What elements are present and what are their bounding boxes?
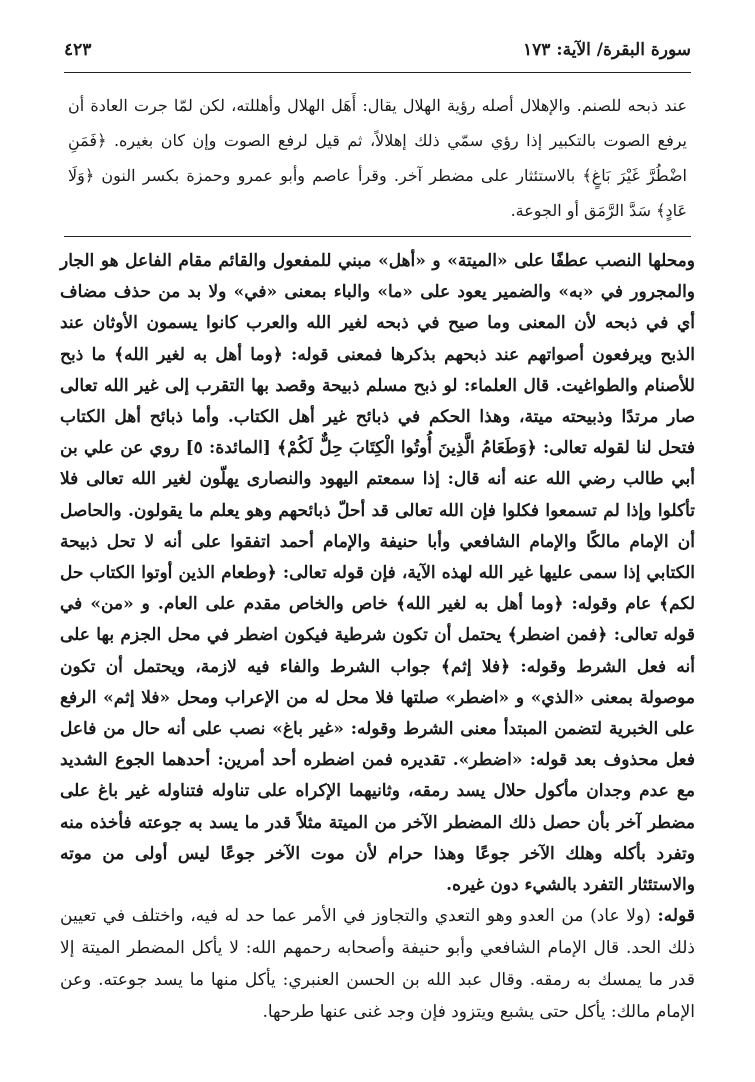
commentary-section-2 xyxy=(60,900,695,1028)
commentary-lead: قوله: xyxy=(657,906,695,926)
commentary-paragraph: ومحلها النصب عطفًا على «الميتة» و «أهل» مبني للمفعول والقائم مقام الفاعل هو الجار والمجرور في «به» والضمير يعود على «ما» والباء بمعنى «في» ولا بد من حذف مضاف أي في ذبحه لأن المعنى وما صيح في ذبحه لغير الله والعرب كانوا يسمون الأوثان عند الذبح ويرفعون أصواتهم عند ذبحهم بذكرها فمعنى قوله: ﴿وما أهل به لغير الله﴾ ما ذبح للأصنام والطواغيت. قال العلماء: لو ذبح مسلم ذبيحة وقصد بها التقرب إلى غير الله تعالى صار مرتدًا وذبيحته ميتة، وهذا الحكم في ذبائح غير أهل الكتاب. وأما ذبائح أهل الكتاب فتحل لنا لقوله تعالى: ﴿وَطَعَامُ الَّذِينَ أُوتُوا الْكِتَابَ حِلٌّ لَكُمْ﴾ [المائدة: ٥] روي عن علي بن أبي طالب رضي الله عنه أنه قال: إذا سمعتم اليهود والنصارى يهلّون لغير الله تعالى فلا تأكلوا وإذا لم تسمعوا فكلوا فإن الله تعالى قد أحلّ ذبائحهم وهو يعلم ما يقولون. والحاصل أن الإمام مالكًا والإمام الشافعي وأبا حنيفة والإمام أحمد اتفقوا على أنه لا تحل ذبيحة الكتابي إذا سمى عليها غير الله لهذه الآية، فإن قوله تعالى: ﴿وطعام الذين أوتوا الكتاب حل لكم﴾ عام وقوله: ﴿وما أهل به لغير الله﴾ خاص والخاص مقدم على العام. و «من» في قوله تعالى: ﴿فمن اضطر﴾ يحتمل أن تكون شرطية فيكون اضطر في محل الجزم بها على أنه فعل الشرط وقوله: ﴿فلا إثم﴾ جواب الشرط والفاء فيه لازمة، ويحتمل أن تكون موصولة بمعنى «الذي» و «اضطر» صلتها فلا محل له من الإعراب ومحل «فلا إثم» الرفع على الخبرية لتضمن المبتدأ معنى الشرط وقوله: «غير باغ» نصب على أنه حال من فاعل فعل محذوف بعد قوله: «اضطر». تقديره فمن اضطره أحد أمرين: أحدهما الجوع الشديد مع عدم وجدان مأكول حلال يسد رمقه، وثانيهما الإكراه على تناوله فتناوله غير باغ على مضطر آخر بأن حصل ذلك المضطر الآخر من الميتة مثلاً قدر ما يسد به جوعته فأخذه منه وتفرد بأكله وهلك الآخر جوعًا وهذا حرام لأن موت الآخر جوعًا ليس أولى من موته والاستئثار التفرد بالشيء دون غيره. xyxy=(60,251,696,896)
commentary-section xyxy=(60,246,695,901)
header-divider xyxy=(64,72,691,73)
main-text xyxy=(68,88,687,228)
page-number: ٤٢٣ xyxy=(64,40,92,60)
commentary-paragraph-2 xyxy=(60,900,695,1028)
commentary-body: (ولا عاد) من العدو وهو التعدي والتجاوز في الأمر عما حد له فيه، واختلف في تعيين ذلك الحد. قال الإمام الشافعي وأبو حنيفة وأصحابه رحمهم الله: لا يأكل المضطر الميتة إلا قدر ما يمسك به رمقه. وقال عبد الله بن الحسن العنبري: يأكل منها ما يسد جوعته. وعن الإمام مالك: يأكل حتى يشبع ويتزود فإن وجد غنى عنها طرحها. xyxy=(60,906,695,1022)
footnote-divider xyxy=(64,236,691,237)
running-head: سورة البقرة/ الآية: ١٧٣ xyxy=(523,40,691,60)
main-text-paragraph: عند ذبحه للصنم. والإهلال أصله رؤية الهلال يقال: أَهَل الهلال وأهللته، لكن لمّا جرت العادة أن يرفع الصوت بالتكبير إذا رؤي سمّي ذلك إهلالاً، ثم قيل لرفع الصوت وإن كان بغيره. ﴿فَمَنِ اضْطُرَّ غَيْرَ بَاغٍ﴾ بالاستئثار على مضطر آخر. وقرأ عاصم وأبو عمرو وحمزة بكسر النون ﴿وَلَا عَادٍ﴾ سَدَّ الرَّمَق أو الجوعة. xyxy=(68,96,688,220)
page-header xyxy=(64,40,691,66)
